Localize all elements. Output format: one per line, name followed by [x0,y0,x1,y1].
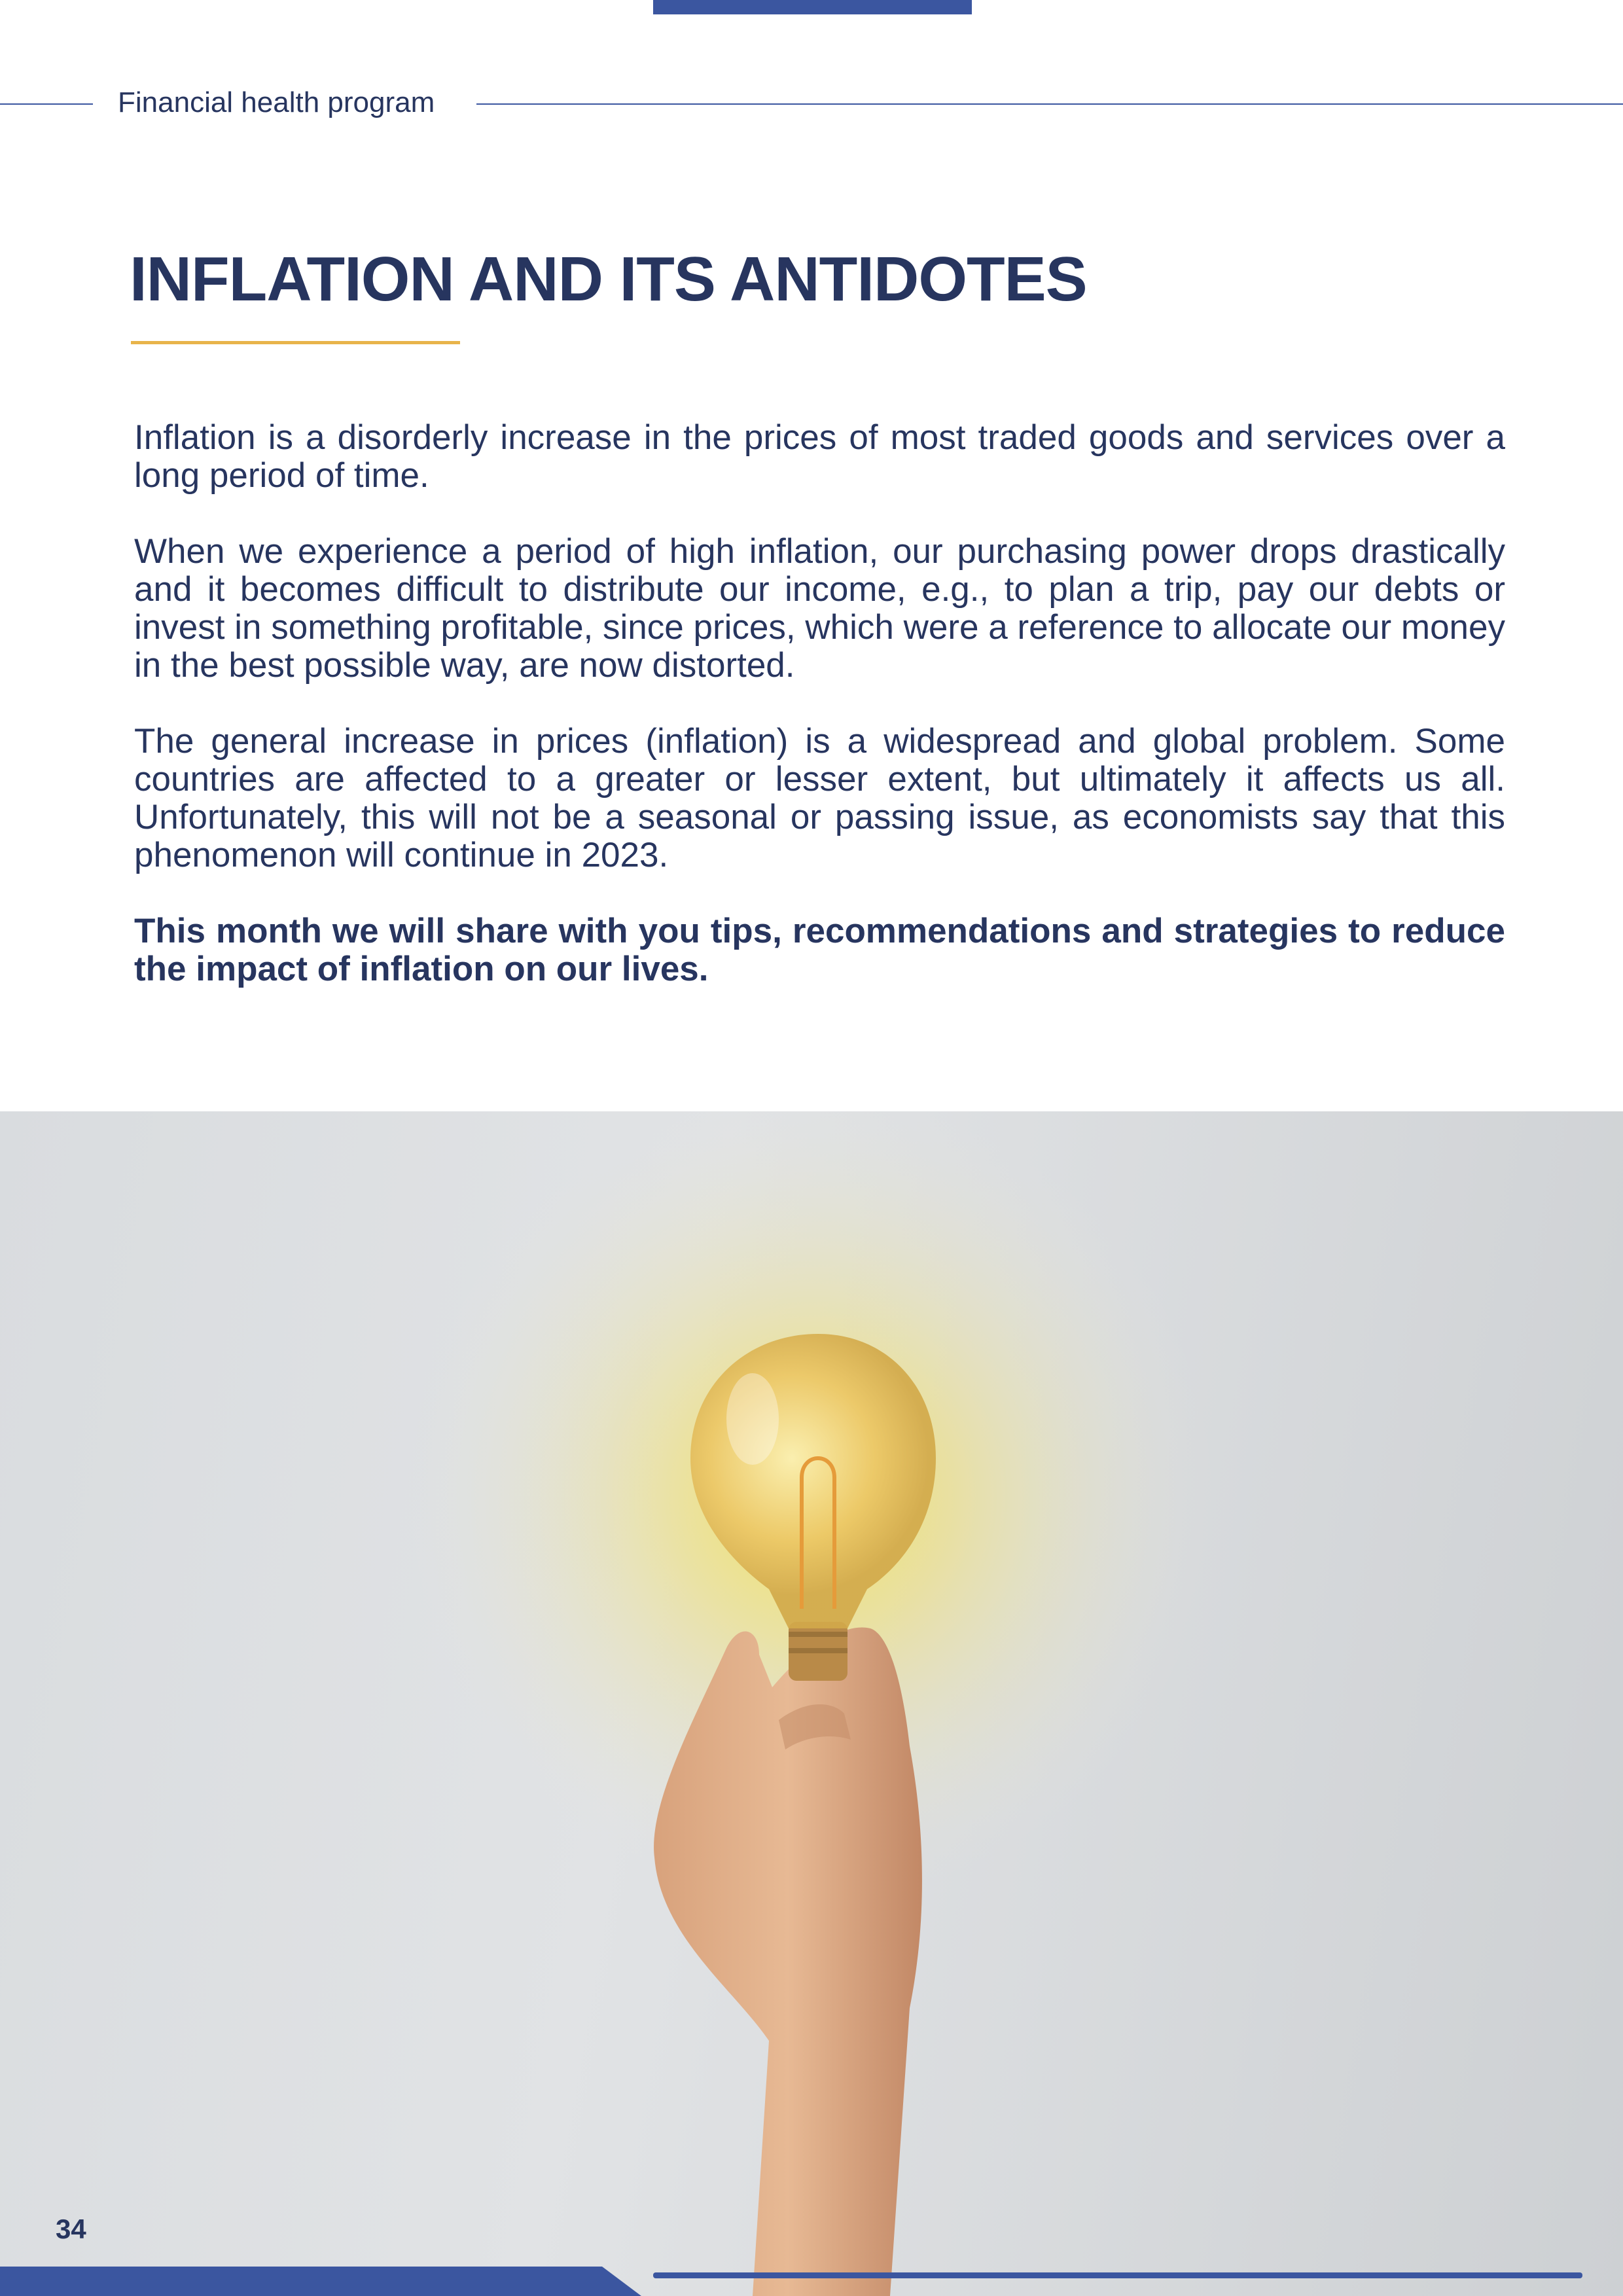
bulb-base-thread [789,1648,847,1653]
bulb-base-thread [789,1632,847,1637]
glass-highlight [726,1373,779,1465]
article-body [134,419,1505,1026]
header-label: Financial health program [118,86,435,118]
lightbulb-photo [0,1111,1623,2296]
header-rule-right [476,103,1623,105]
paragraph-definition: Inflation is a disorderly increase in the prices of most traded goods and services over a long period of time. [134,418,1505,495]
hand-holding-lightbulb-illustration [0,1111,1623,2296]
top-accent-tab [653,0,972,14]
paragraph-global-problem: The general increase in prices (inflation) is a widespread and global problem. Some countries are affected to a greater or lesser extent, but ultimately it affects us all. Unfortunately, this will not be a seasonal or passing issue, as economists say that this phenomenon will continue in 2023. [134,722,1505,874]
title-underline [131,341,460,344]
paragraph-purchasing-power: When we experience a period of high inflation, our purchasing power drops drastically and it becomes difficult to distribute our income, e.g., to plan a trip, pay our debts or invest in something profitable, since prices, which were a reference to allocate our money in the best possible way, are now distorted. [134,532,1505,685]
page-title: INFLATION AND ITS ANTIDOTES [130,244,1087,314]
footer-bar [0,2267,641,2296]
footer-rule [653,2272,1582,2278]
header-rule-left [0,103,93,105]
page-number: 34 [56,2214,86,2244]
highlight-paragraph: This month we will share with you tips, recommendations and strategies to reduce the impact of inflation on our lives. [134,912,1505,988]
